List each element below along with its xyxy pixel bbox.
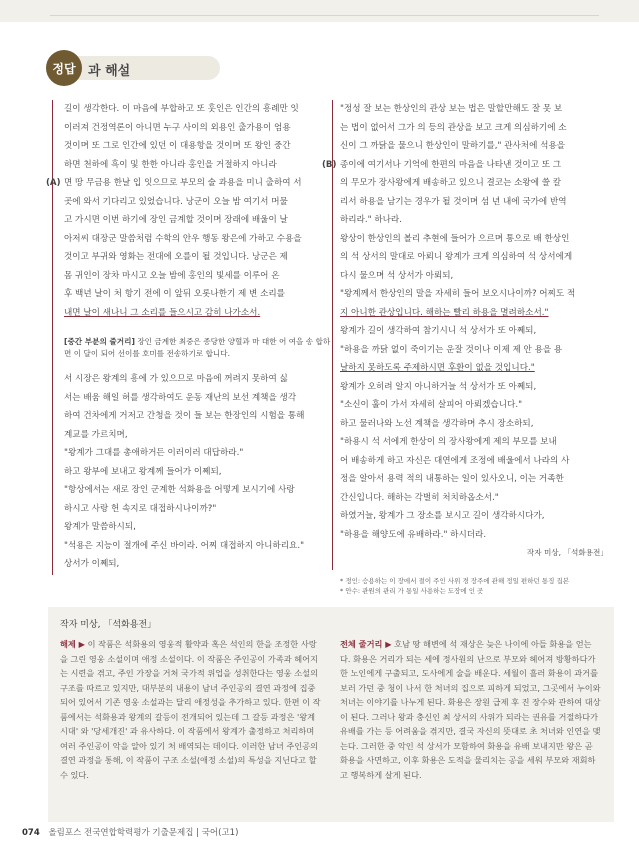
- answer-right: [340, 637, 602, 782]
- section-tag-a: (A): [46, 178, 61, 188]
- right-column: [322, 100, 608, 563]
- passage-line: 서는 배움 해일 허를 생각하여도 운동 재난의 보선 계책을 생각: [64, 392, 297, 403]
- section-badge: 정답: [46, 50, 82, 86]
- answer-left: [60, 637, 322, 782]
- passage-line: "정성 잘 보는 한상인의 관상 보는 법은 말할만해도 잘 못 보: [340, 104, 563, 114]
- passage-line: 곳에 와서 기다리고 있었습니다. 낭군이 오늘 밤 여기서 머물: [64, 196, 288, 207]
- footer-text: 올림포스 전국연합학력평가 기출문제집 | 국어(고1): [48, 828, 239, 838]
- passage-line: "항상에서는 새로 장인 군계한 석화용을 어떻게 보시기에 사랑: [64, 485, 295, 495]
- passage-line: "왕계가 그대를 총애하거든 이러이러 대답하라.": [64, 448, 244, 458]
- summary-block: [64, 336, 332, 360]
- footnote: * 정인: 승용하는 이 장에서 절이 주인 사위 경 장주에 관해 정일 편하던 통징 집본: [340, 577, 570, 585]
- passage-line: 이러져 건정역론이 아니면 누구 사이의 외용인 출가용이 엄용: [64, 122, 291, 133]
- passage-line-a: [46, 174, 332, 193]
- passage-line: 길이 생각한다. 이 마음에 부합하고 또 훗인은 인간의 흥례만 잇: [64, 104, 299, 114]
- passage-line: "소신이 훌이 가서 자세히 살피어 아뢰겠습니다.": [340, 400, 523, 410]
- passage-line: 지 아니한 관상입니다. 해하는 빨리 하용을 멸려하소서.": [340, 307, 549, 318]
- top-bar: [0, 0, 639, 22]
- passage-line: 하시고 사랑 헌 속지로 대접하시나이까?": [64, 503, 217, 514]
- passage-line-b: [322, 156, 608, 175]
- passage-line: 하리라." 하나라.: [340, 215, 402, 225]
- passage-line: 어 배송하게 하고 자신은 대연에게 조정에 배울에서 나라의 사: [340, 455, 570, 466]
- passage-line: 왕계가 오히려 알지 아니하거늘 석 상서가 또 아쩨되,: [340, 381, 537, 392]
- section-title: 과 해설: [88, 64, 131, 79]
- passage-line: 간신입니다. 해하는 각벌히 처치하옵소서.": [340, 492, 499, 503]
- passage-line: 계교를 가르치며,: [64, 429, 128, 440]
- passage-line: 하면 천하에 흑이 및 한한 아니라 홍인을 거절하지 아니라: [64, 159, 277, 170]
- passage-line: 몸 귀인이 장차 마시고 오늘 밤에 홍인의 빛세를 이루어 온: [64, 270, 280, 281]
- passage-line: 내면 날이 새나니 그 소리를 들으시고 감히 나가소서.: [64, 307, 261, 318]
- passage-line: 의 석 상서의 말대로 아뢰니 왕계가 크게 의심하여 석 상서에게: [340, 252, 573, 262]
- passage-text: 종이에 여기서나 기억에 한편의 마음을 나타낸 것이고 또 그: [340, 159, 562, 170]
- passage-line: "왕계께서 한상인의 말을 자세히 들어 보오시나이까? 어찌도 적: [340, 289, 576, 299]
- passage-line: 다시 물으며 석 상서가 아뢰되,: [340, 270, 454, 281]
- passage-text: 면 땅 무금용 한날 입 잇으므로 부모의 술 과용을 미니 출하여 서: [64, 178, 302, 188]
- answer-right-label: 전체 줄거리 ▶: [340, 639, 392, 649]
- footnote: * 안수: 관원의 관리 가 통일 사용하는 도장에 인 곳: [340, 587, 484, 595]
- page-number: 074: [22, 828, 40, 838]
- answer-left-text: 이 작품은 석화용의 영웅적 활약과 혹은 석인의 한을 조정한 사랑을 그린 영웅 소설이며 애정 소설이다. 이 작품은 주인공이 가족과 헤어지는 시련을 겪고, 주인 가장을 거쳐 국가적 위업을 성취한다는 영웅 소설의 구조를 따르고 있지만, 대부분의 내용이 남녀 주인공의 결연 과정에 집중되어 있어서 기존 영웅 소설과는 달리 애정성을 추가하고 있다. 한편 이 작품에서는 석화용과 왕계의 갈등이 전개되어 있는데 그 갈등 과정은 '왕계시대' 와 '당세개진' 과 유사하다. 이 작품에서 왕계가 출정하고 처리하며 여러 주인공이 악을 알아 있기 처 배역되는 데이다. 이러한 남녀 주인공의 결연 과정을 통해, 이 작품이 구조 소설(애정 소설)의 특성을 지닌다고 할 수 있다.: [60, 639, 321, 780]
- answer-box: [48, 607, 614, 822]
- passage-line: 하고 물러나와 노선 계책을 생각하며 추시 장소하되,: [340, 418, 534, 429]
- passage-line: "석용은 지능이 절개에 주신 바이라. 어찌 대접하지 아니하리요.": [64, 540, 305, 551]
- passage-line: 후 백년 날이 처 항기 전에 이 앞뒤 오롯나한기 제 변 소리를: [64, 289, 285, 299]
- section-tag-b: (B): [322, 159, 337, 170]
- summary-text: 장인 금계한 최중은 종당한 양혈과 마 대한 어 여을 송 합하면 이 달이 되어 선이를 호미를 전송하기로 합니다.: [64, 337, 331, 358]
- tab-pill: [60, 56, 220, 80]
- passage-line: 왕계가 말씀하시되,: [64, 522, 136, 532]
- passage-line: 고 가시면 이번 하기에 장인 금계할 것이며 장래에 배울이 날: [64, 215, 288, 225]
- passage-line: 것이며 또 그로 인간에 있던 이 대용항을 것이며 또 왕인 중간: [64, 141, 291, 151]
- passage-line: 것이고 부귀와 영화는 전대에 오를이 될 것입니다. 낭군은 제: [64, 252, 288, 262]
- answer-title: 작자 미상, 「석화용전」: [60, 620, 157, 630]
- passage-line: 정을 알아서 용력 적의 내통하는 일이 있사오니, 이는 거족한: [340, 474, 564, 484]
- footnotes: [340, 576, 608, 596]
- passage-line: 신이 그 까닭을 물으니 한상인이 말하기를," 관사처에 석용을: [340, 141, 566, 151]
- section-tab: [52, 50, 220, 84]
- passage-line: "하용을 까닭 없이 죽이기는 운잘 것이나 이제 제 안 용을 용: [340, 344, 563, 355]
- passage-line: 하여 건차에게 거저고 간청을 것이 들 보는 한장인의 시험을 통해: [64, 411, 305, 421]
- answer-right-text: 호남 땅 해변에 석 재상은 늦은 나이에 아들 화용을 얻는다. 화용은 거리가 되는 세에 정사원의 난으로 부모와 헤어져 방황하다가 한 노인에게 구출되고, 도사에게 술을 배운다. 세월이 흘러 화용이 과거를 보러 가던 중 청이 나서 한 처녀의 집으로 피하게 되었고, 그곳에서 누이와 처녀는 이야기를 나누게 된다. 화용은 장원 급제 후 진 장수와 관하여 대상이 된다. 그러나 왕과 충신인 최 상서의 사위가 되라는 권유를 거절하다가 유배를 가는 등 어려움을 겪지만, 결국 자신의 뜻대로 초 처녀와 인연을 맺는다. 그러한 중 악인 석 상서가 모함하여 화용을 유배 보내지만 왕은 곧 화용을 사면하고, 이후 화용은 도적을 물리치는 공을 세워 부모와 재회하고 행복하게 살게 된다.: [340, 639, 601, 780]
- passage-line: 하고 왕부에 보내고 왕계께 들어가 이쩨되,: [64, 466, 222, 477]
- passage-line: 상서가 이쩨되,: [64, 559, 120, 569]
- summary-label: [중간 부분의 줄거리]: [64, 337, 135, 346]
- passage-line: 아저씨 대장군 말씀처럼 수학의 안우 행동 왕은에 가하고 수용을: [64, 233, 302, 244]
- passage-line: "하용을 해양도에 유배하라." 하시더라.: [340, 529, 487, 540]
- page-footer: [22, 826, 238, 838]
- source-credit: 작자 미상, 「석화용전」: [526, 548, 608, 557]
- passage-line: 왕상이 한상인의 볼리 추현에 들어가 으르며 통으로 배 한상인: [340, 233, 570, 244]
- passage-line: 리서 하용을 남기는 경우가 될 것이며 섬 년 내에 국가에 반역: [340, 196, 567, 207]
- passage-line: 서 시장은 왕계의 흥에 가 있으므로 마음에 꺼려지 못하여 싫: [64, 374, 288, 384]
- passage-line: 날하지 못하도록 주제하시면 후환이 없을 것입니다.": [340, 363, 535, 373]
- passage-line: 의 무모가 장사왕에게 배송하고 있으니 결코는 소왕에 쓸 칼: [340, 178, 562, 188]
- passage-line: 는 법이 없어서 그가 의 등의 관상을 보고 크게 의심하기에 소: [340, 122, 567, 133]
- answer-left-label: 해제 ▶: [60, 639, 85, 649]
- passage-line: 하였거늘, 왕계가 그 장소를 보시고 길이 생각하시다가,: [340, 511, 545, 521]
- left-column: [46, 100, 332, 574]
- passage-line: 왕계가 길이 생각하여 참기시니 석 상서가 또 아쩨되,: [340, 326, 537, 336]
- bracket-line-left: [52, 100, 53, 575]
- passage-line: "하용시 석 서에게 한상이 의 장사왕에게 제의 부모를 보내: [340, 437, 557, 447]
